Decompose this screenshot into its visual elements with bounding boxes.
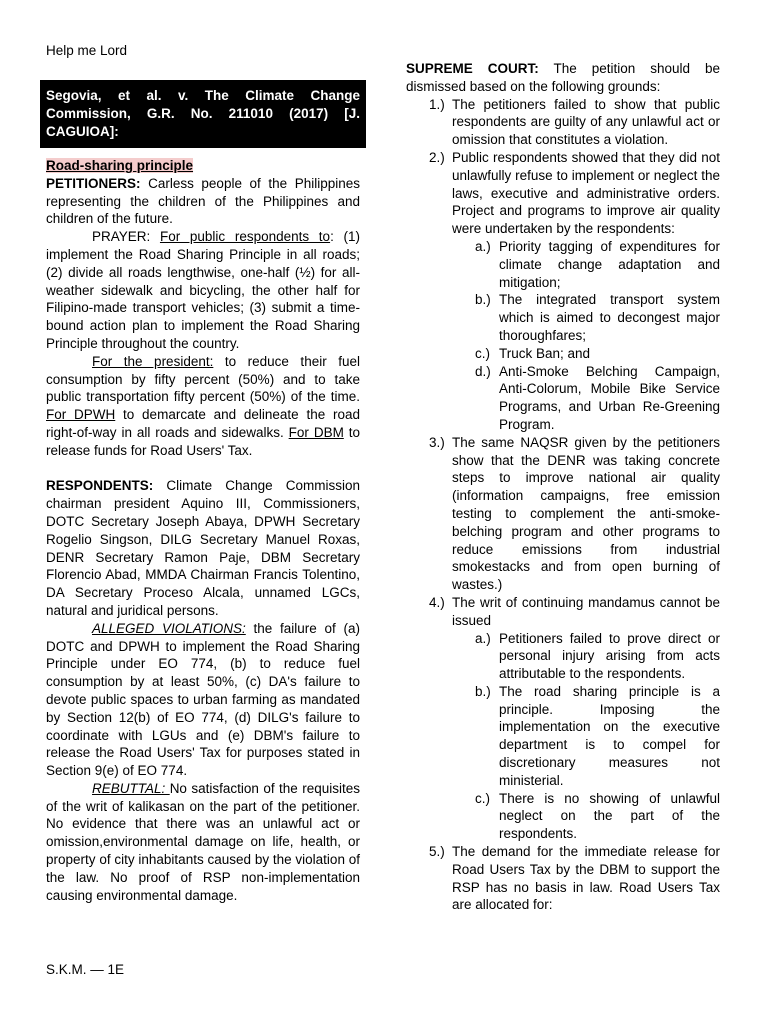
petitioners-text: Carless people of the Philippines representing the children of the Philippines and children of the future.: [46, 175, 360, 227]
sub-ground-item: [452, 291, 720, 344]
sub-ground-number: b.): [475, 683, 491, 699]
sub-ground-text: The road sharing principle is a principle. Imposing the implementation on the executive department is to compel for discretionary measures not ministerial.: [499, 683, 720, 788]
ground-number: 4.): [429, 594, 445, 610]
ground-text: Public respondents showed that they did not unlawfully refuse to implement or neglect the laws, executive and administrative orders. Project and programs to improve air quality were undertaken by the respondents:: [452, 149, 720, 237]
ground-item: [406, 96, 720, 149]
sub-ground-text: Truck Ban; and: [499, 345, 591, 361]
ground-number: 3.): [429, 434, 445, 450]
ground-number: 5.): [429, 844, 445, 860]
rebuttal-text: No satisfaction of the requisites of the writ of kalikasan on the part of the petitioner. No evidence that there was an unlawful act or omission,environmental damage on life, health, or property of city inhabitants caused by the violation of the law. No proof of RSP non-implementation causing environmental damage.: [46, 780, 360, 903]
rebuttal-paragraph: [46, 780, 360, 905]
prayer-sub-label: For public respondents to: [159, 229, 331, 245]
ground-item: [406, 843, 720, 914]
petitioners-paragraph: [46, 175, 360, 228]
president-text: to reduce their fuel consumption by fifty percent (50%) and to take public transportation fifty percent (50%) of the time.: [46, 353, 360, 405]
supreme-court-text: The petition should be dismissed based on the following grounds:: [406, 61, 720, 94]
petitioners-label: PETITIONERS:: [46, 175, 141, 191]
sub-ground-item: [452, 790, 720, 843]
sub-ground-text: There is no showing of unlawful neglect on the part of the respondents.: [499, 790, 720, 842]
supreme-court-label: SUPREME COURT:: [406, 61, 539, 76]
sub-ground-number: a.): [475, 630, 491, 646]
ground-text: The petitioners failed to show that public respondents are guilty of any unlawful act or omission that constitutes a violation.: [452, 96, 720, 148]
sub-ground-item: [452, 238, 720, 291]
left-column: [46, 80, 360, 904]
sub-ground-number: b.): [475, 292, 491, 308]
sub-ground-number: a.): [475, 238, 491, 254]
sub-ground-number: c.): [475, 345, 490, 361]
president-label: For the president:: [92, 353, 214, 369]
prayer-text: : (1) implement the Road Sharing Principle in all roads; (2) divide all roads lengthwise, one-half (½) for all-weather sidewalk and bicycling, the other half for Filipino-made transport vehicles; (3) submit a time-bound action plan to implement the Road Sharing Principle throughout the country.: [46, 229, 361, 351]
sub-ground-item: [452, 363, 720, 434]
sub-ground-list: [452, 630, 720, 844]
sub-ground-number: c.): [475, 790, 490, 806]
sub-ground-number: d.): [475, 363, 491, 379]
ground-item: [406, 594, 720, 843]
sub-ground-item: [452, 630, 720, 683]
sub-ground-item: [452, 345, 720, 363]
respondents-text: Climate Change Commission chairman president Aquino III, Commissioners, DOTC Secretary Joseph Abaya, DPWH Secretary Rogelio Singson, DILG Secretary Manuel Roxas, DENR Secretary Ramon Paje, DBM Secretary Florencio Abad, MMDA Chairman Francis Tolentino, DA Secretary Proceso Alcala, unnamed LGCs, natural and juridical persons.: [46, 478, 360, 618]
case-title: Segovia, et al. v. The Climate Change Commission, G.R. No. 211010 (2017) [J. CAGUIOA]:: [40, 80, 366, 148]
footer-note: S.K.M. — 1E: [46, 962, 125, 977]
rebuttal-label: REBUTTAL:: [92, 780, 170, 796]
sub-ground-item: [452, 683, 720, 790]
header-note: Help me Lord: [46, 43, 128, 58]
ground-item: [406, 149, 720, 434]
right-column: [406, 60, 720, 914]
ground-number: 2.): [429, 149, 445, 165]
ground-text: The writ of continuing mandamus cannot be issued: [452, 594, 720, 628]
violations-text: the failure of (a) DOTC and DPWH to implement the Road Sharing Principle under EO 774, (b) to reduce fuel consumption by at least 50%, (c) DA's failure to devote public spaces to urban farming as mandated by Section 12(b) of EO 774, (d) DILG's failure to coordinate with LGUs and (e) DBM's failure to release the Road Users' Tax for purposes stated in Section 9(e) of EO 774.: [46, 620, 360, 779]
sub-ground-text: Petitioners failed to prove direct or personal injury arising from acts attributable to the respondents.: [499, 630, 720, 682]
topic-heading: [46, 157, 360, 175]
grounds-list: [406, 96, 720, 915]
president-paragraph: [46, 353, 360, 460]
supreme-court-paragraph: [406, 60, 720, 96]
dpwh-label: For DPWH: [46, 407, 116, 423]
dbm-label: For DBM: [288, 424, 344, 440]
sub-ground-list: [452, 238, 720, 434]
ground-number: 1.): [429, 96, 445, 112]
topic-label: Road-sharing principle: [46, 158, 194, 173]
sub-ground-text: The integrated transport system which is aimed to decongest major thoroughfares;: [499, 292, 720, 343]
sub-ground-text: Anti-Smoke Belching Campaign, Anti-Colorum, Mobile Bike Service Programs, and Urban Re-Greening Program.: [499, 363, 720, 432]
dpwh-text: to demarcate and delineate the road right-of-way in all roads and sidewalks.: [46, 407, 360, 440]
sub-ground-text: Priority tagging of expenditures for climate change adaptation and mitigation;: [499, 238, 720, 290]
respondents-label: RESPONDENTS:: [46, 478, 154, 494]
dbm-text: to release funds for Road Users' Tax.: [46, 424, 360, 458]
violations-label: ALLEGED VIOLATIONS:: [92, 620, 246, 636]
ground-item: [406, 434, 720, 594]
prayer-label: PRAYER:: [92, 229, 160, 245]
violations-paragraph: [46, 620, 360, 780]
prayer-paragraph: [46, 228, 360, 353]
ground-text: The same NAQSR given by the petitioners show that the DENR was taking concrete steps to improve national air quality (information campaigns, free emission testing to complement the anti-smoke-belching program and other programs to reduce emissions from industrial smokestacks and from open burning of wastes.): [452, 434, 720, 593]
respondents-paragraph: [46, 477, 360, 619]
ground-text: The demand for the immediate release for Road Users Tax by the DBM to support the RSP has no basis in law. Road Users Tax are allocated for:: [452, 844, 720, 913]
